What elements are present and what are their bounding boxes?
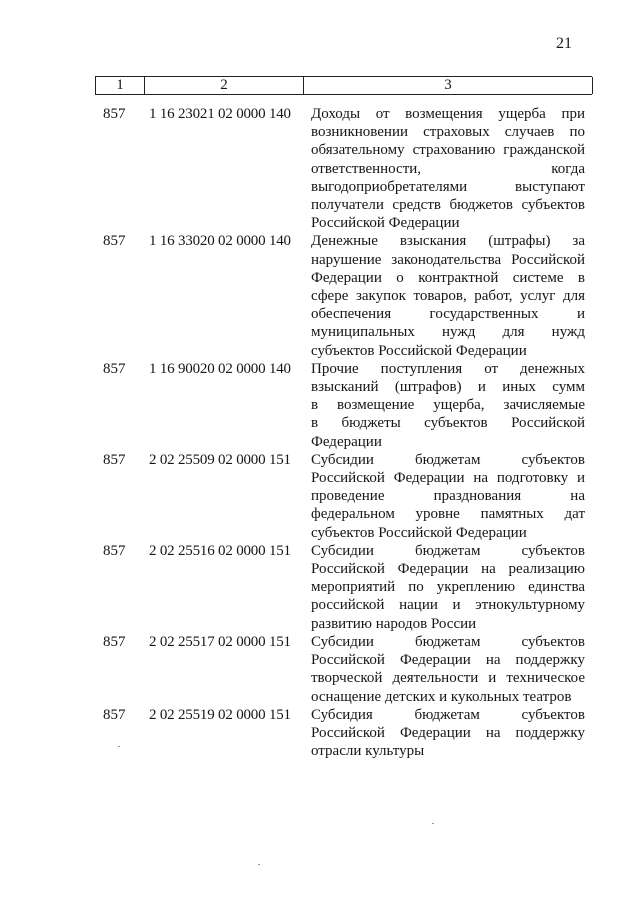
revenue-code-cell: 1 16 23021 02 0000 140 [149, 106, 291, 122]
revenue-name-line: Российской Федерации на подготовку и [311, 470, 585, 487]
revenue-name-line: Денежные взыскания (штрафы) за [311, 233, 585, 250]
header-col-2: 2 [144, 77, 303, 94]
revenue-name-line: субъектов Российской Федерации [311, 524, 527, 541]
scan-speck [432, 823, 434, 824]
revenue-name-line: возникновении страховых случаев по [311, 124, 585, 141]
revenue-name-line: творческой деятельности и техническое [311, 670, 585, 687]
revenue-name-line: Доходы от возмещения ущерба при [311, 106, 585, 122]
revenue-name-line: в возмещение ущерба, зачисляемые [311, 397, 585, 414]
revenue-name-line: сфере закупок товаров, работ, услуг для [311, 288, 585, 305]
revenue-name-line: развитию народов России [311, 615, 477, 632]
revenue-name-line: нарушение законодательства Российской [311, 251, 585, 268]
revenue-name-line: федеральном уровне памятных дат [311, 506, 585, 523]
revenue-code-cell: 2 02 25517 02 0000 151 [149, 633, 291, 650]
admin-code-cell: 857 [103, 706, 126, 723]
revenue-code-cell: 1 16 33020 02 0000 140 [149, 233, 291, 250]
revenue-name-cell [311, 105, 585, 232]
admin-code-cell: 857 [103, 106, 126, 122]
revenue-code-cell: 2 02 25519 02 0000 151 [149, 706, 291, 723]
revenue-name-line: субъектов Российской Федерации [311, 342, 527, 359]
admin-code-cell: 857 [103, 233, 126, 250]
revenue-name-line: взысканий (штрафов) и иных сумм [311, 379, 585, 396]
revenue-name-line: обязательному страхованию гражданской [311, 142, 585, 159]
revenue-name-line: Субсидии бюджетам субъектов [311, 633, 585, 650]
revenue-name-line: мероприятий по укреплению единства [311, 579, 585, 596]
admin-code-cell: 857 [103, 451, 126, 468]
revenue-name-cell [311, 542, 585, 633]
revenue-name-line: Российской Федерации на поддержку [311, 724, 585, 741]
table-row [100, 232, 590, 359]
revenue-name-line: отрасли культуры [311, 743, 425, 760]
revenue-name-line: муниципальных нужд для нужд [311, 324, 585, 341]
revenue-name-cell [311, 232, 585, 359]
revenue-name-cell [311, 360, 585, 451]
revenue-name-line: Российской Федерации [311, 215, 460, 232]
revenue-name-line: оснащение детских и кукольных театров [311, 688, 572, 705]
revenue-code-cell: 2 02 25516 02 0000 151 [149, 542, 291, 559]
revenue-name-line: российской нации и этнокультурному [311, 597, 585, 614]
revenue-code-cell: 1 16 90020 02 0000 140 [149, 360, 291, 377]
revenue-name-line: Федерации о контрактной системе в [311, 269, 585, 286]
admin-code-cell: 857 [103, 633, 126, 650]
revenue-name-line: проведение празднования на [311, 488, 585, 505]
scan-speck [118, 746, 120, 747]
revenue-name-line: Субсидии бюджетам субъектов [311, 451, 585, 468]
revenue-name-line: обеспечения государственных и [311, 306, 585, 323]
revenue-name-line: Российской Федерации на реализацию [311, 561, 585, 578]
admin-code-cell: 857 [103, 360, 126, 377]
revenue-code-cell: 2 02 25509 02 0000 151 [149, 451, 291, 468]
header-col-1: 1 [95, 77, 144, 94]
admin-code-cell: 857 [103, 542, 126, 559]
revenue-name-line: Российской Федерации на поддержку [311, 652, 585, 669]
revenue-name-line: ответственности, когда [311, 160, 585, 177]
table-row [100, 105, 590, 232]
revenue-name-line: в бюджеты субъектов Российской [311, 415, 585, 432]
revenue-name-line: Субсидия бюджетам субъектов [311, 706, 585, 723]
revenue-name-cell [311, 633, 585, 706]
scan-speck [258, 864, 260, 865]
table-row [100, 706, 590, 761]
revenue-name-line: Федерации [311, 433, 382, 450]
table-row [100, 360, 590, 451]
revenue-name-cell [311, 451, 585, 542]
table-row [100, 542, 590, 633]
revenue-name-line: Прочие поступления от денежных [311, 360, 585, 377]
page-number: 21 [556, 35, 572, 52]
revenue-name-line: Субсидии бюджетам субъектов [311, 542, 585, 559]
table-row [100, 633, 590, 706]
revenue-name-cell [311, 706, 585, 761]
revenue-name-line: выгодоприобретателями выступают [311, 178, 585, 195]
revenue-name-line: получатели средств бюджетов субъектов [311, 197, 585, 214]
table-header-row [95, 76, 592, 95]
table-row [100, 451, 590, 542]
header-col-3: 3 [303, 77, 593, 94]
table-body [100, 105, 590, 760]
